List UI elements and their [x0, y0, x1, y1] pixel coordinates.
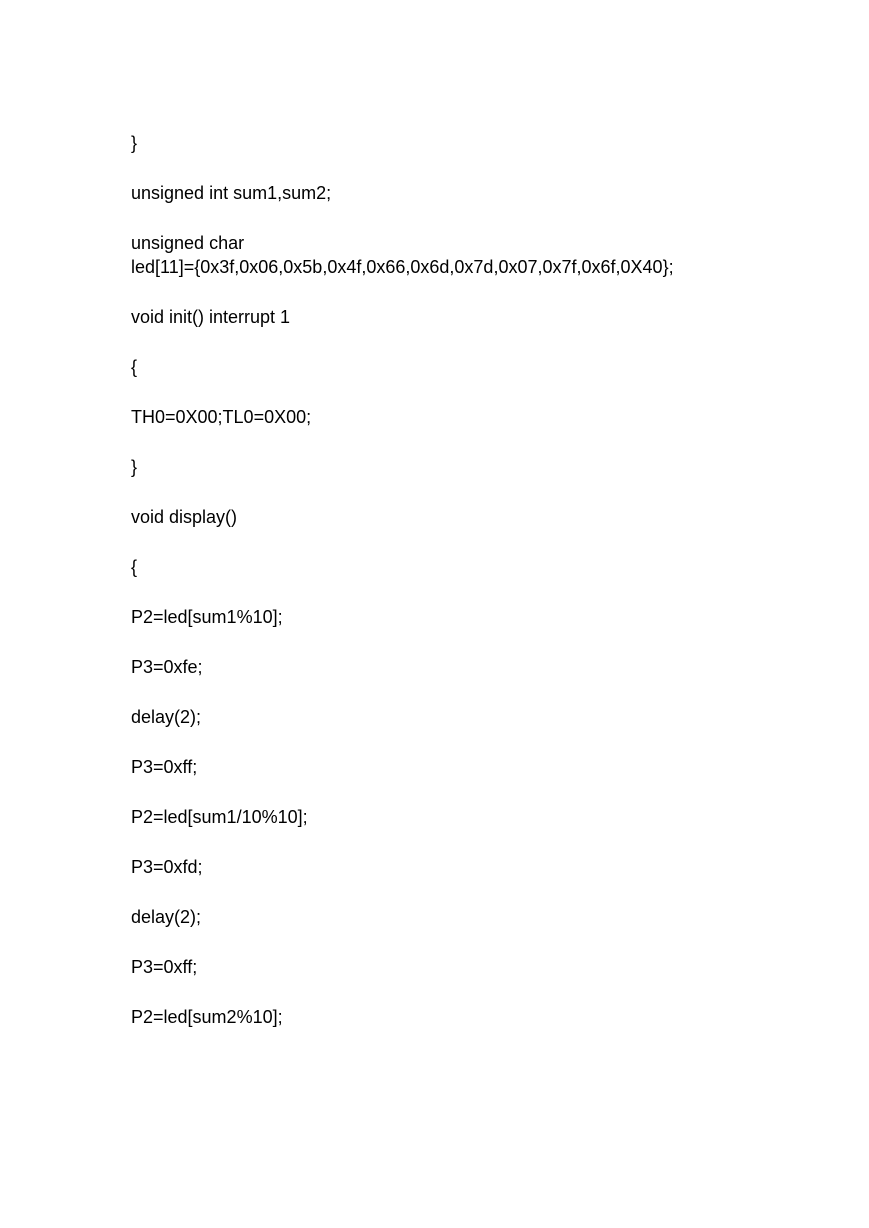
code-line-timer-reset: TH0=0X00;TL0=0X00;: [131, 407, 312, 427]
code-line-statement: P3=0xfe;: [131, 657, 203, 677]
code-listing: [131, 131, 751, 1055]
code-line-led-array: [131, 231, 751, 279]
code-line-statement: P2=led[sum2%10];: [131, 1007, 283, 1027]
code-line-statement: P3=0xfd;: [131, 857, 203, 877]
code-line-led-array-part2: led[11]={0x3f,0x06,0x5b,0x4f,0x66,0x6d,0x7d,0x07,0x7f,0x6f,0X40};: [131, 257, 674, 277]
code-line-led-array-part1: unsigned char: [131, 233, 245, 253]
code-line-display-function: void display(): [131, 507, 238, 527]
code-line-statement: delay(2);: [131, 707, 202, 727]
code-line-statement: P3=0xff;: [131, 957, 198, 977]
code-line-close-brace: }: [131, 133, 138, 153]
code-line-open-brace: {: [131, 357, 138, 377]
code-line-close-brace: }: [131, 457, 138, 477]
code-line-statement: P2=led[sum1%10];: [131, 607, 283, 627]
code-line-open-brace: {: [131, 557, 138, 577]
code-line-sum-declaration: unsigned int sum1,sum2;: [131, 183, 332, 203]
code-line-statement: P2=led[sum1/10%10];: [131, 807, 308, 827]
code-line-statement: delay(2);: [131, 907, 202, 927]
code-line-init-function: void init() interrupt 1: [131, 307, 291, 327]
code-line-statement: P3=0xff;: [131, 757, 198, 777]
